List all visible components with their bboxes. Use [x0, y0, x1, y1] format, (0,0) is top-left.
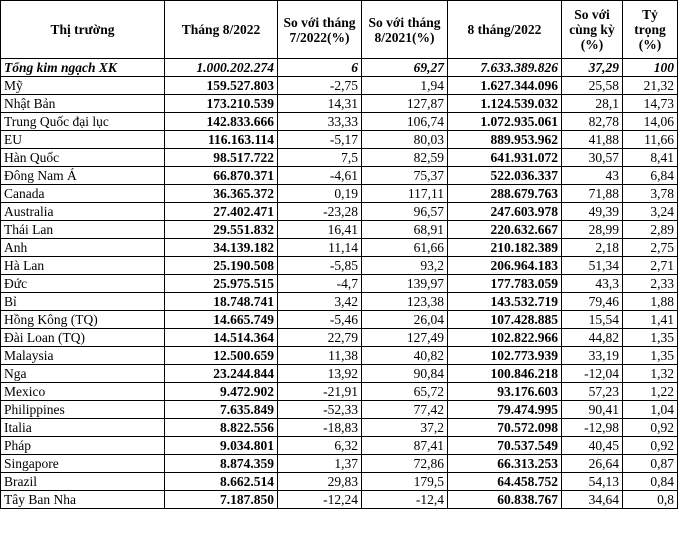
table-row: [1, 419, 678, 437]
august-2022-value: 7.635.849: [165, 401, 278, 419]
market-name: Malaysia: [1, 347, 165, 365]
august-2022-value: 8.662.514: [165, 473, 278, 491]
vs-same-period: 25,58: [562, 77, 623, 95]
august-2022-value: 7.187.850: [165, 491, 278, 509]
vs-july-2022: 1,37: [278, 455, 362, 473]
table-row: [1, 203, 678, 221]
table-row: [1, 491, 678, 509]
market-name: Hàn Quốc: [1, 149, 165, 167]
share: 0,92: [623, 419, 678, 437]
vs-same-period: 28,99: [562, 221, 623, 239]
august-2022-value: 14.665.749: [165, 311, 278, 329]
table-row: [1, 455, 678, 473]
market-name: Đức: [1, 275, 165, 293]
vs-august-2021: 40,82: [362, 347, 448, 365]
share: 2,71: [623, 257, 678, 275]
august-2022-value: 27.402.471: [165, 203, 278, 221]
share: 1,22: [623, 383, 678, 401]
eight-months-value: 1.124.539.032: [448, 95, 562, 113]
vs-july-2022: 7,5: [278, 149, 362, 167]
table-row: [1, 347, 678, 365]
market-name: Anh: [1, 239, 165, 257]
vs-july-2022: -23,28: [278, 203, 362, 221]
vs-july-2022: -18,83: [278, 419, 362, 437]
august-2022-value: 9.034.801: [165, 437, 278, 455]
vs-july-2022: 11,38: [278, 347, 362, 365]
vs-july-2022: 22,79: [278, 329, 362, 347]
total-label: Tổng kim ngạch XK: [1, 59, 165, 77]
vs-july-2022: -21,91: [278, 383, 362, 401]
eight-months-value: 210.182.389: [448, 239, 562, 257]
total-row: [1, 59, 678, 77]
vs-same-period: -12,98: [562, 419, 623, 437]
table-row: [1, 311, 678, 329]
share: 1,35: [623, 347, 678, 365]
august-2022-value: 8.874.359: [165, 455, 278, 473]
share: 11,66: [623, 131, 678, 149]
header-row: [1, 1, 678, 59]
vs-july-2022: 3,42: [278, 293, 362, 311]
eight-months-value: 177.783.059: [448, 275, 562, 293]
market-name: Mexico: [1, 383, 165, 401]
august-2022-value: 12.500.659: [165, 347, 278, 365]
market-name: Đông Nam Á: [1, 167, 165, 185]
vs-august-2021: 82,59: [362, 149, 448, 167]
header-8-months-2022: 8 tháng/2022: [448, 1, 562, 59]
vs-july-2022: 11,14: [278, 239, 362, 257]
vs-same-period: 57,23: [562, 383, 623, 401]
table-row: [1, 221, 678, 239]
share: 3,24: [623, 203, 678, 221]
table-row: [1, 167, 678, 185]
eight-months-value: 247.603.978: [448, 203, 562, 221]
vs-same-period: 41,88: [562, 131, 623, 149]
august-2022-value: 36.365.372: [165, 185, 278, 203]
vs-same-period: 33,19: [562, 347, 623, 365]
vs-same-period: 15,54: [562, 311, 623, 329]
table-row: [1, 401, 678, 419]
eight-months-value: 66.313.253: [448, 455, 562, 473]
vs-august-2021: 65,72: [362, 383, 448, 401]
total-8-months-2022: 7.633.389.826: [448, 59, 562, 77]
vs-august-2021: 1,94: [362, 77, 448, 95]
share: 1,04: [623, 401, 678, 419]
market-name: Singapore: [1, 455, 165, 473]
vs-july-2022: 14,31: [278, 95, 362, 113]
vs-august-2021: 117,11: [362, 185, 448, 203]
table-row: [1, 131, 678, 149]
market-name: Tây Ban Nha: [1, 491, 165, 509]
vs-july-2022: 29,83: [278, 473, 362, 491]
eight-months-value: 1.627.344.096: [448, 77, 562, 95]
vs-same-period: 54,13: [562, 473, 623, 491]
vs-august-2021: 179,5: [362, 473, 448, 491]
share: 0,8: [623, 491, 678, 509]
vs-august-2021: 61,66: [362, 239, 448, 257]
vs-same-period: 26,64: [562, 455, 623, 473]
vs-august-2021: 75,37: [362, 167, 448, 185]
vs-august-2021: 26,04: [362, 311, 448, 329]
august-2022-value: 23.244.844: [165, 365, 278, 383]
eight-months-value: 288.679.763: [448, 185, 562, 203]
vs-same-period: 43: [562, 167, 623, 185]
market-name: Đài Loan (TQ): [1, 329, 165, 347]
vs-august-2021: 139,97: [362, 275, 448, 293]
market-name: Trung Quốc đại lục: [1, 113, 165, 131]
share: 14,06: [623, 113, 678, 131]
market-name: Nga: [1, 365, 165, 383]
august-2022-value: 159.527.803: [165, 77, 278, 95]
header-vs-same-period: So với cùng kỳ (%): [562, 1, 623, 59]
share: 0,84: [623, 473, 678, 491]
header-market: Thị trường: [1, 1, 165, 59]
eight-months-value: 102.822.966: [448, 329, 562, 347]
share: 3,78: [623, 185, 678, 203]
eight-months-value: 220.632.667: [448, 221, 562, 239]
market-name: Nhật Bản: [1, 95, 165, 113]
market-name: Hà Lan: [1, 257, 165, 275]
market-name: Pháp: [1, 437, 165, 455]
table-row: [1, 239, 678, 257]
vs-august-2021: 106,74: [362, 113, 448, 131]
vs-august-2021: 77,42: [362, 401, 448, 419]
share: 2,89: [623, 221, 678, 239]
vs-same-period: 49,39: [562, 203, 623, 221]
table-row: [1, 185, 678, 203]
table-row: [1, 329, 678, 347]
share: 1,88: [623, 293, 678, 311]
vs-same-period: 43,3: [562, 275, 623, 293]
august-2022-value: 8.822.556: [165, 419, 278, 437]
table-row: [1, 257, 678, 275]
header-vs-july-2022: So với tháng 7/2022(%): [278, 1, 362, 59]
vs-july-2022: -5,85: [278, 257, 362, 275]
vs-same-period: 79,46: [562, 293, 623, 311]
table-row: [1, 473, 678, 491]
share: 1,35: [623, 329, 678, 347]
vs-same-period: 51,34: [562, 257, 623, 275]
eight-months-value: 641.931.072: [448, 149, 562, 167]
market-name: Canada: [1, 185, 165, 203]
eight-months-value: 107.428.885: [448, 311, 562, 329]
vs-july-2022: -4,7: [278, 275, 362, 293]
vs-july-2022: 33,33: [278, 113, 362, 131]
table-row: [1, 365, 678, 383]
august-2022-value: 18.748.741: [165, 293, 278, 311]
share: 1,41: [623, 311, 678, 329]
august-2022-value: 29.551.832: [165, 221, 278, 239]
market-name: Philippines: [1, 401, 165, 419]
share: 14,73: [623, 95, 678, 113]
market-name: Australia: [1, 203, 165, 221]
header-vs-august-2021: So với tháng 8/2021(%): [362, 1, 448, 59]
vs-august-2021: 72,86: [362, 455, 448, 473]
august-2022-value: 66.870.371: [165, 167, 278, 185]
vs-july-2022: -5,17: [278, 131, 362, 149]
vs-august-2021: 96,57: [362, 203, 448, 221]
market-rows: [1, 77, 678, 509]
vs-august-2021: 87,41: [362, 437, 448, 455]
eight-months-value: 102.773.939: [448, 347, 562, 365]
table-row: [1, 437, 678, 455]
vs-july-2022: 6,32: [278, 437, 362, 455]
eight-months-value: 93.176.603: [448, 383, 562, 401]
table-row: [1, 113, 678, 131]
vs-july-2022: -12,24: [278, 491, 362, 509]
table-row: [1, 149, 678, 167]
august-2022-value: 34.139.182: [165, 239, 278, 257]
vs-august-2021: 127,49: [362, 329, 448, 347]
eight-months-value: 60.838.767: [448, 491, 562, 509]
market-name: Bỉ: [1, 293, 165, 311]
share: 21,32: [623, 77, 678, 95]
vs-august-2021: 80,03: [362, 131, 448, 149]
vs-july-2022: -52,33: [278, 401, 362, 419]
august-2022-value: 25.975.515: [165, 275, 278, 293]
eight-months-value: 889.953.962: [448, 131, 562, 149]
total-vs-same-period: 37,29: [562, 59, 623, 77]
vs-august-2021: 127,87: [362, 95, 448, 113]
header-august-2022: Tháng 8/2022: [165, 1, 278, 59]
share: 1,32: [623, 365, 678, 383]
vs-same-period: -12,04: [562, 365, 623, 383]
vs-same-period: 40,45: [562, 437, 623, 455]
vs-same-period: 28,1: [562, 95, 623, 113]
vs-august-2021: 90,84: [362, 365, 448, 383]
vs-july-2022: 16,41: [278, 221, 362, 239]
table-row: [1, 383, 678, 401]
eight-months-value: 70.537.549: [448, 437, 562, 455]
august-2022-value: 14.514.364: [165, 329, 278, 347]
vs-same-period: 90,41: [562, 401, 623, 419]
vs-same-period: 2,18: [562, 239, 623, 257]
august-2022-value: 98.517.722: [165, 149, 278, 167]
vs-august-2021: 37,2: [362, 419, 448, 437]
vs-same-period: 30,57: [562, 149, 623, 167]
market-name: Hồng Kông (TQ): [1, 311, 165, 329]
table-row: [1, 77, 678, 95]
vs-july-2022: -4,61: [278, 167, 362, 185]
eight-months-value: 79.474.995: [448, 401, 562, 419]
august-2022-value: 9.472.902: [165, 383, 278, 401]
august-2022-value: 25.190.508: [165, 257, 278, 275]
share: 8,41: [623, 149, 678, 167]
share: 6,84: [623, 167, 678, 185]
header-share: Tỷ trọng (%): [623, 1, 678, 59]
eight-months-value: 522.036.337: [448, 167, 562, 185]
total-vs-july-2022: 6: [278, 59, 362, 77]
eight-months-value: 143.532.719: [448, 293, 562, 311]
vs-same-period: 34,64: [562, 491, 623, 509]
vs-august-2021: 93,2: [362, 257, 448, 275]
share: 2,33: [623, 275, 678, 293]
vs-same-period: 82,78: [562, 113, 623, 131]
share: 2,75: [623, 239, 678, 257]
market-name: EU: [1, 131, 165, 149]
vs-august-2021: -12,4: [362, 491, 448, 509]
vs-august-2021: 123,38: [362, 293, 448, 311]
total-august-2022: 1.000.202.274: [165, 59, 278, 77]
total-share: 100: [623, 59, 678, 77]
share: 0,87: [623, 455, 678, 473]
vs-july-2022: -5,46: [278, 311, 362, 329]
market-name: Italia: [1, 419, 165, 437]
share: 0,92: [623, 437, 678, 455]
eight-months-value: 100.846.218: [448, 365, 562, 383]
table-row: [1, 293, 678, 311]
vs-august-2021: 68,91: [362, 221, 448, 239]
vs-july-2022: 13,92: [278, 365, 362, 383]
vs-july-2022: -2,75: [278, 77, 362, 95]
august-2022-value: 116.163.114: [165, 131, 278, 149]
eight-months-value: 206.964.183: [448, 257, 562, 275]
market-name: Brazil: [1, 473, 165, 491]
vs-same-period: 71,88: [562, 185, 623, 203]
eight-months-value: 1.072.935.061: [448, 113, 562, 131]
august-2022-value: 173.210.539: [165, 95, 278, 113]
august-2022-value: 142.833.666: [165, 113, 278, 131]
market-name: Mỹ: [1, 77, 165, 95]
vs-july-2022: 0,19: [278, 185, 362, 203]
total-vs-august-2021: 69,27: [362, 59, 448, 77]
eight-months-value: 64.458.752: [448, 473, 562, 491]
table-row: [1, 275, 678, 293]
market-name: Thái Lan: [1, 221, 165, 239]
vs-same-period: 44,82: [562, 329, 623, 347]
table-row: [1, 95, 678, 113]
eight-months-value: 70.572.098: [448, 419, 562, 437]
